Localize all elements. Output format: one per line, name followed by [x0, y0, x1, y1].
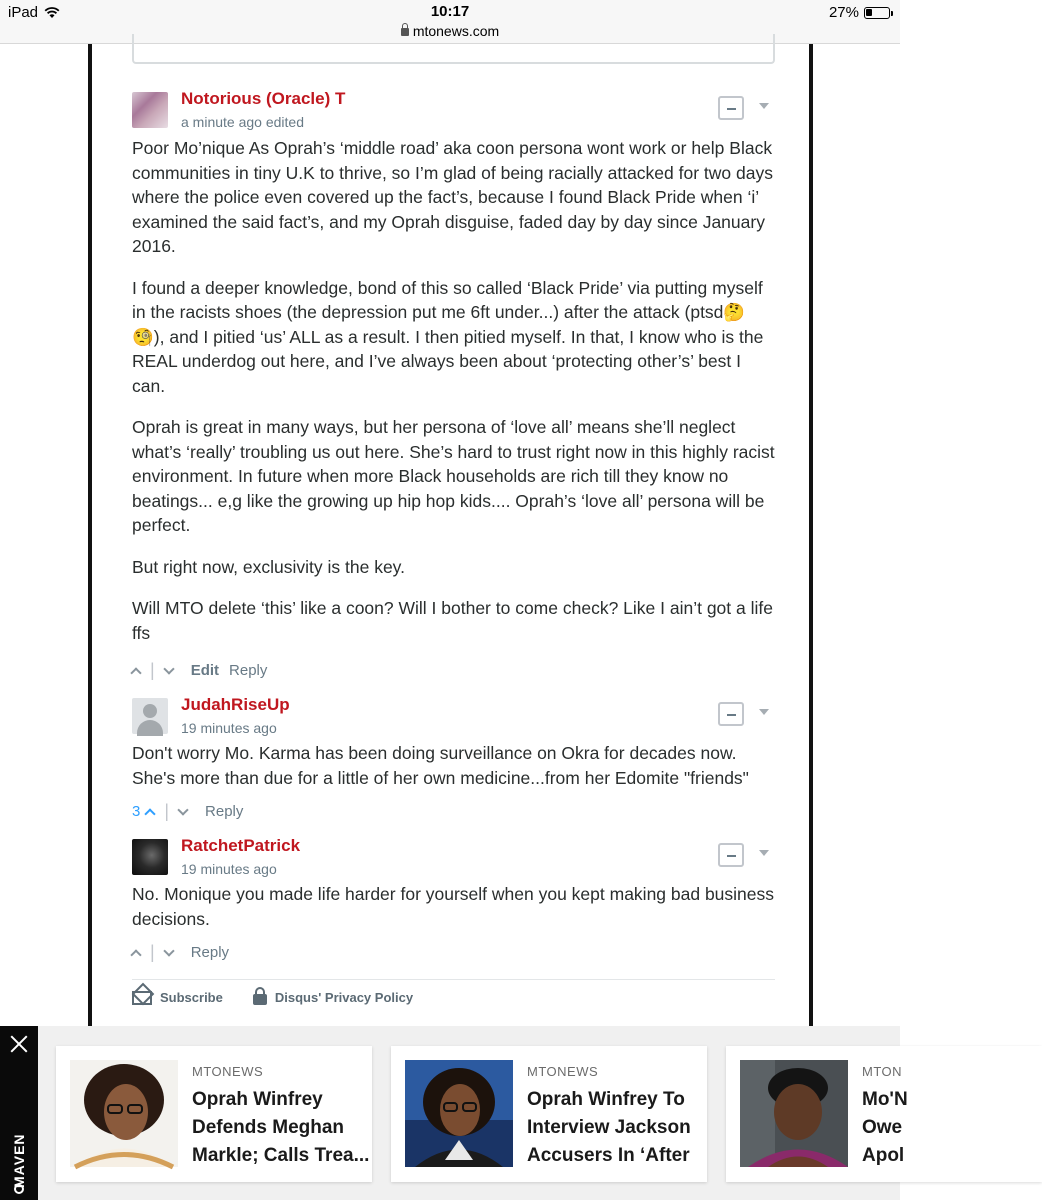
disqus-footer: [132, 990, 775, 1005]
chevron-down-icon[interactable]: [759, 103, 769, 109]
article-source: MTONEWS: [192, 1064, 264, 1079]
comment-meta: [181, 720, 277, 736]
comment-author[interactable]: Notorious (Oracle) T: [181, 89, 346, 108]
monique-photo: [740, 1060, 848, 1167]
privacy-policy-link[interactable]: Disqus' Privacy Policy: [274, 990, 414, 1005]
comment-time[interactable]: 19 minutes ago: [181, 861, 277, 877]
avatar[interactable]: [132, 839, 168, 875]
recommendation-card[interactable]: [56, 1046, 372, 1182]
maven-brand: MAVEN: [11, 1133, 27, 1188]
battery-icon: [864, 7, 890, 19]
title-line: Defends Meghan: [192, 1117, 345, 1138]
avatar[interactable]: [132, 92, 168, 128]
avatar[interactable]: [132, 698, 168, 734]
device-name: iPad: [8, 4, 39, 21]
collapse-button[interactable]: [718, 843, 744, 867]
vote-divider: |: [164, 801, 170, 821]
reply-link[interactable]: Reply: [190, 944, 230, 961]
battery-percent: 27%: [828, 4, 859, 21]
recommendation-card[interactable]: [726, 1046, 1042, 1182]
recommendation-card[interactable]: [391, 1046, 707, 1182]
maven-sidebar: [0, 1026, 38, 1200]
subscribe-link[interactable]: Subscribe: [160, 990, 223, 1005]
title-line: Oprah Winfrey: [192, 1089, 323, 1110]
comment-meta: [181, 861, 277, 877]
collapse-button[interactable]: [718, 702, 744, 726]
article-title[interactable]: [527, 1086, 697, 1170]
comment-body: [132, 136, 777, 662]
comment-body: [132, 882, 777, 948]
comment-actions: [132, 660, 267, 681]
downvote-icon[interactable]: [177, 804, 188, 815]
comment-paragraph: But right now, exclusivity is the key.: [132, 556, 405, 577]
url-text: mtonews.com: [412, 23, 500, 39]
title-line: Accusers In ‘After: [527, 1145, 690, 1166]
maven-logo-icon: [14, 1184, 24, 1194]
vote-divider: |: [150, 942, 155, 962]
article-thumbnail: [740, 1060, 848, 1167]
upvote-icon[interactable]: [130, 667, 141, 678]
upvote-icon[interactable]: [145, 808, 156, 819]
chevron-down-icon[interactable]: [759, 850, 769, 856]
comment-paragraph: Will MTO delete ‘this’ like a coon? Will I bother to come check? Like I ain’t got a life ffs: [132, 598, 773, 643]
comment-paragraph: No. Monique you made life harder for yourself when you kept making bad business decisions.: [132, 884, 775, 929]
comment-composer-box[interactable]: [132, 34, 775, 64]
comment-paragraph: Poor Mo’nique As Oprah’s ‘middle road’ aka coon persona wont work or help Black communities in tiny U.K to thrive, so I’m glad of being racially attacked for two days where the police even covered up the fact’s, because I found Black Pride when ‘i’ examined the said fact’s, and my Oprah disguise, faded day by day since January 2016.: [132, 138, 773, 256]
chevron-down-icon[interactable]: [759, 709, 769, 715]
reply-link[interactable]: Reply: [205, 803, 244, 820]
downvote-icon[interactable]: [163, 663, 174, 674]
comment-time[interactable]: a minute ago: [181, 114, 262, 130]
comments-frame: [88, 44, 813, 1026]
article-title[interactable]: [192, 1086, 370, 1170]
comment-actions: [132, 801, 243, 822]
mail-icon: [132, 991, 152, 1005]
vote-divider: |: [150, 660, 155, 680]
edit-link[interactable]: Edit: [190, 662, 220, 679]
battery-fill: [866, 9, 872, 16]
title-line: Oprah Winfrey To: [527, 1089, 685, 1110]
title-line: Mo'N: [862, 1089, 908, 1110]
comment-meta: [181, 114, 304, 130]
title-line: Markle; Calls Trea...: [192, 1145, 370, 1166]
close-icon[interactable]: [9, 1034, 29, 1054]
article-thumbnail: [70, 1060, 178, 1167]
footer-divider: [132, 979, 775, 980]
oprah-photo: [405, 1060, 513, 1167]
comment-paragraph: Don't worry Mo. Karma has been doing surveillance on Okra for decades now. She's more than due for a little of her own medicine...from her Edomite "friends": [132, 743, 749, 788]
comment-paragraph: I found a deeper knowledge, bond of this so called ‘Black Pride’ via putting myself in the racists shoes (the depression put me 6ft under...) after the attack (ptsd🤔🧐), and I pitied ‘us’ ALL as a result. I then pitied myself. In that, I know who is the REAL underdog out here, and I’ve always been about ‘protecting other’s’ best I can.: [132, 277, 764, 396]
battery-indicator: [829, 4, 890, 21]
oprah-photo: [70, 1060, 178, 1167]
comment-paragraph: Oprah is great in many ways, but her persona of ‘love all’ means she’ll neglect what’s ‘really’ troubling us out here. She’s hard to trust right now in this highly racist environment. In future when more Black households are rich till they know no beatings... e,g like the growing up hip hop kids.... Oprah’s ‘love all’ persona will be perfect.: [132, 417, 775, 535]
article-thumbnail: [405, 1060, 513, 1167]
comment-body: [132, 741, 777, 807]
article-title[interactable]: [862, 1086, 1032, 1170]
collapse-button[interactable]: [718, 96, 744, 120]
title-line: Interview Jackson: [527, 1117, 691, 1138]
lock-icon: [253, 994, 267, 1005]
upvote-icon[interactable]: [130, 949, 141, 960]
recommendation-bar: [0, 1026, 908, 1200]
reply-link[interactable]: Reply: [229, 662, 268, 679]
comment-author[interactable]: RatchetPatrick: [181, 836, 301, 855]
edited-label: edited: [265, 114, 304, 130]
article-source: MTONEWS: [527, 1064, 599, 1079]
comment-author[interactable]: JudahRiseUp: [181, 695, 290, 714]
title-line: Apol: [862, 1145, 905, 1166]
upvote-count: 3: [132, 803, 141, 820]
article-source: MTON: [862, 1064, 903, 1079]
downvote-icon[interactable]: [163, 945, 174, 956]
title-line: Owe: [862, 1117, 903, 1138]
comment-time[interactable]: 19 minutes ago: [181, 720, 277, 736]
clock: 10:17: [430, 3, 470, 20]
comment-actions: [132, 942, 229, 963]
